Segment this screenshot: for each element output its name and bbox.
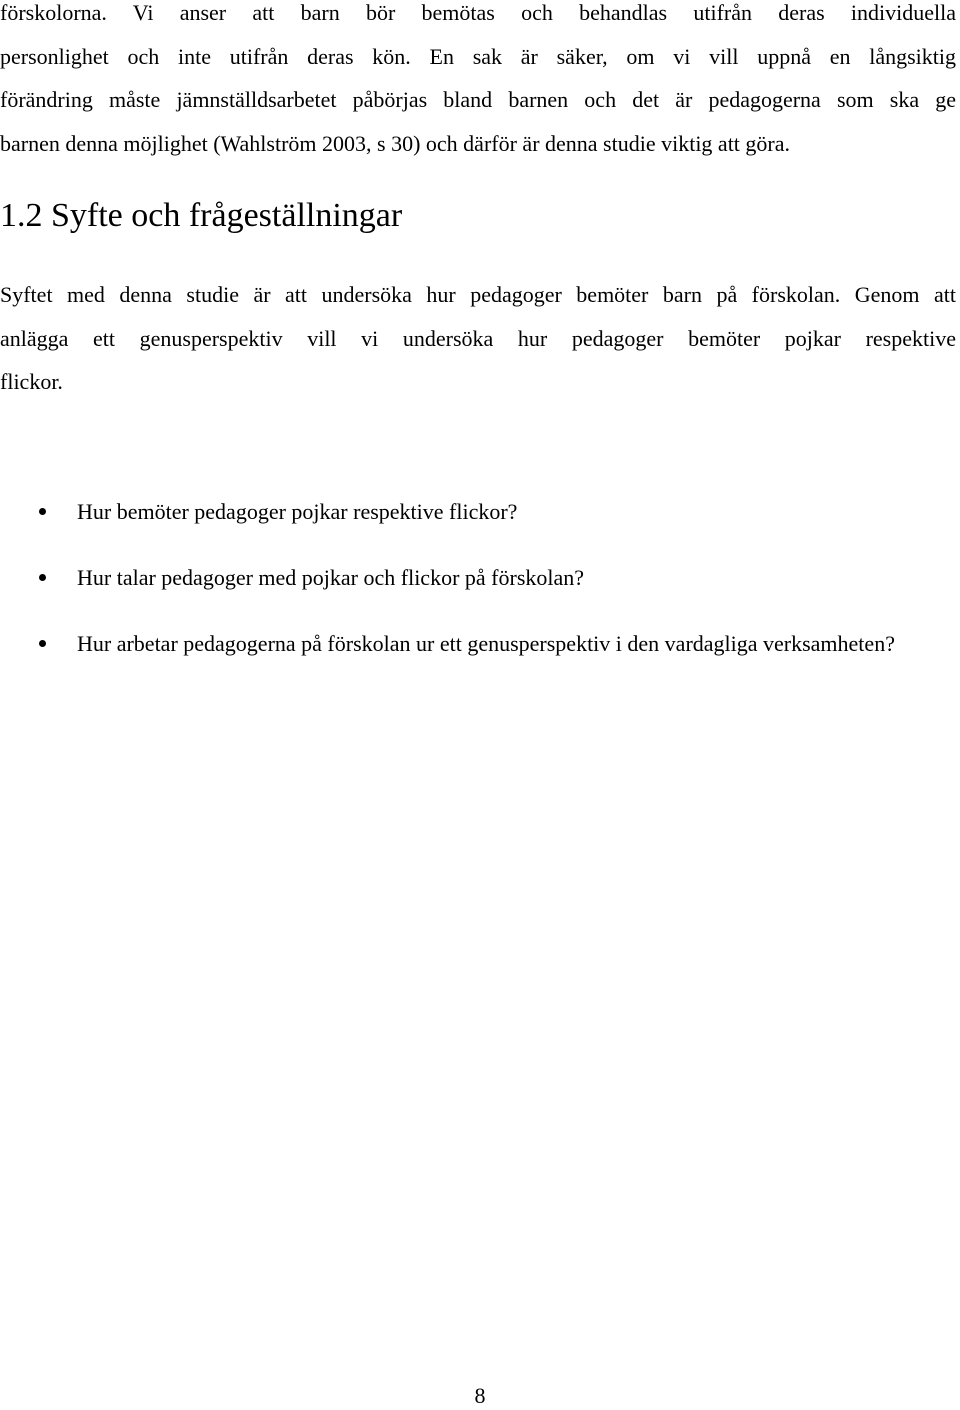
research-questions-list xyxy=(0,490,956,666)
bullet-icon xyxy=(39,508,46,515)
paragraph-line: personlighet och inte utifrån deras kön. En sak är säker, om vi vill uppnå en långsiktig xyxy=(0,43,956,69)
intro-paragraph xyxy=(0,0,956,165)
list-item xyxy=(0,556,956,600)
question-text: Hur bemöter pedagoger pojkar respektive flickor? xyxy=(77,499,518,524)
paragraph-line: förskolorna. Vi anser att barn bör bemötas och behandlas utifrån deras individuella xyxy=(0,0,956,25)
page-number: 8 xyxy=(474,1383,486,1408)
paragraph-line: anlägga ett genusperspektiv vill vi undersöka hur pedagoger bemöter pojkar respektive xyxy=(0,325,956,351)
paragraph-line: förändring måste jämnställdsarbetet påbörjas bland barnen och det är pedagogerna som ska ge xyxy=(0,87,956,112)
bullet-icon xyxy=(39,574,46,581)
list-item xyxy=(0,622,956,666)
purpose-paragraph xyxy=(0,273,956,404)
bullet-icon xyxy=(39,640,46,647)
list-item xyxy=(0,490,956,534)
section-heading: 1.2 Syfte och frågeställningar xyxy=(0,197,403,234)
paragraph-line: barnen denna möjlighet (Wahlström 2003, s 30) och därför är denna studie viktig att göra. xyxy=(0,130,791,156)
question-text: Hur arbetar pedagogerna på förskolan ur ett genusperspektiv i den vardagliga verksamheten? xyxy=(77,631,895,656)
paragraph-line: flickor. xyxy=(0,369,63,394)
question-text: Hur talar pedagoger med pojkar och flickor på förskolan? xyxy=(77,565,585,590)
paragraph-line: Syftet med denna studie är att undersöka hur pedagoger bemöter barn på förskolan. Genom att xyxy=(0,282,956,307)
